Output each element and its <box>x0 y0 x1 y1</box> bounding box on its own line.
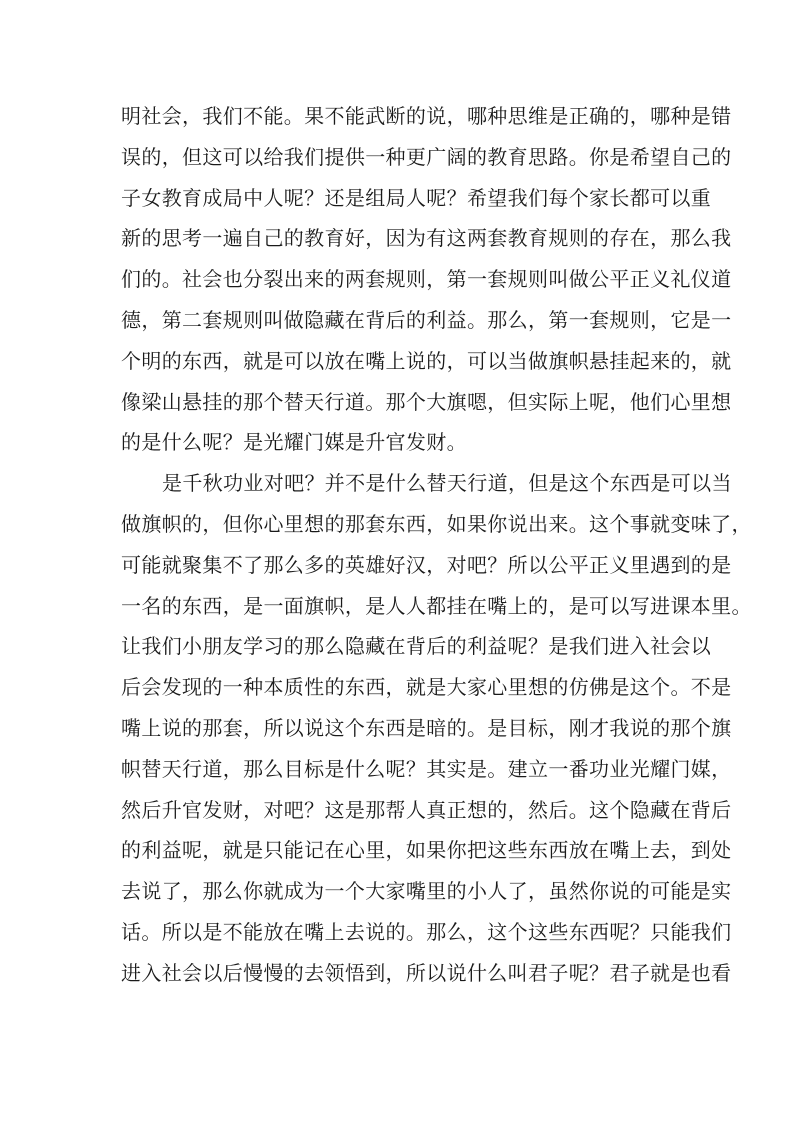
text-line: 新的思考一遍自己的教育好，因为有这两套教育规则的存在，那么我 <box>121 226 732 251</box>
text-line: 进入社会以后慢慢的去领悟到，所以说什么叫君子呢？君子就是也看 <box>121 960 732 985</box>
text-line: 像梁山悬挂的那个替天行道。那个大旗嗯，但实际上呢，他们心里想 <box>121 389 732 414</box>
text-line: 可能就聚集不了那么多的英雄好汉，对吧？所以公平正义里遇到的是 <box>121 552 732 577</box>
text-line: 一名的东西，是一面旗帜，是人人都挂在嘴上的，是可以写进课本里。 <box>121 593 752 618</box>
text-line: 后会发现的一种本质性的东西，就是大家心里想的仿佛是这个。不是 <box>121 675 732 700</box>
text-line: 明社会，我们不能。果不能武断的说，哪种思维是正确的，哪种是错 <box>121 104 732 128</box>
text-line: 们的。社会也分裂出来的两套规则，第一套规则叫做公平正义礼仪道 <box>121 267 732 292</box>
text-line: 德，第二套规则叫做隐藏在背后的利益。那么，第一套规则，它是一 <box>121 307 732 332</box>
text-line: 的是什么呢？是光耀门媒是升官发财。 <box>121 430 467 455</box>
text-line: 的利益呢，就是只能记在心里，如果你把这些东西放在嘴上去，到处 <box>121 838 732 863</box>
text-line: 话。所以是不能放在嘴上去说的。那么，这个这些东西呢？只能我们 <box>121 919 732 944</box>
text-line: 做旗帜的，但你心里想的那套东西，如果你说出来。这个事就变味了， <box>121 511 752 536</box>
text-line: 帜替天行道，那么目标是什么呢？其实是。建立一番功业光耀门媒， <box>121 756 732 781</box>
text-line: 误的，但这可以给我们提供一种更广阔的教育思路。你是希望自己的 <box>121 144 732 169</box>
text-line: 是千秋功业对吧？并不是什么替天行道，但是这个东西是可以当 <box>162 471 732 496</box>
text-line: 去说了，那么你就成为一个大家嘴里的小人了，虽然你说的可能是实 <box>121 879 732 904</box>
body-text <box>121 96 752 994</box>
text-line: 子女教育成局中人呢？还是组局人呢？希望我们每个家长都可以重 <box>121 185 712 210</box>
text-line: 嘴上说的那套，所以说这个东西是暗的。是目标，刚才我说的那个旗 <box>121 715 732 740</box>
text-line: 个明的东西，就是可以放在嘴上说的，可以当做旗帜悬挂起来的，就 <box>121 348 732 373</box>
text-line: 让我们小朋友学习的那么隐藏在背后的利益呢？是我们进入社会以 <box>121 634 712 659</box>
text-line: 然后升官发财，对吧？这是那帮人真正想的，然后。这个隐藏在背后 <box>121 797 732 822</box>
